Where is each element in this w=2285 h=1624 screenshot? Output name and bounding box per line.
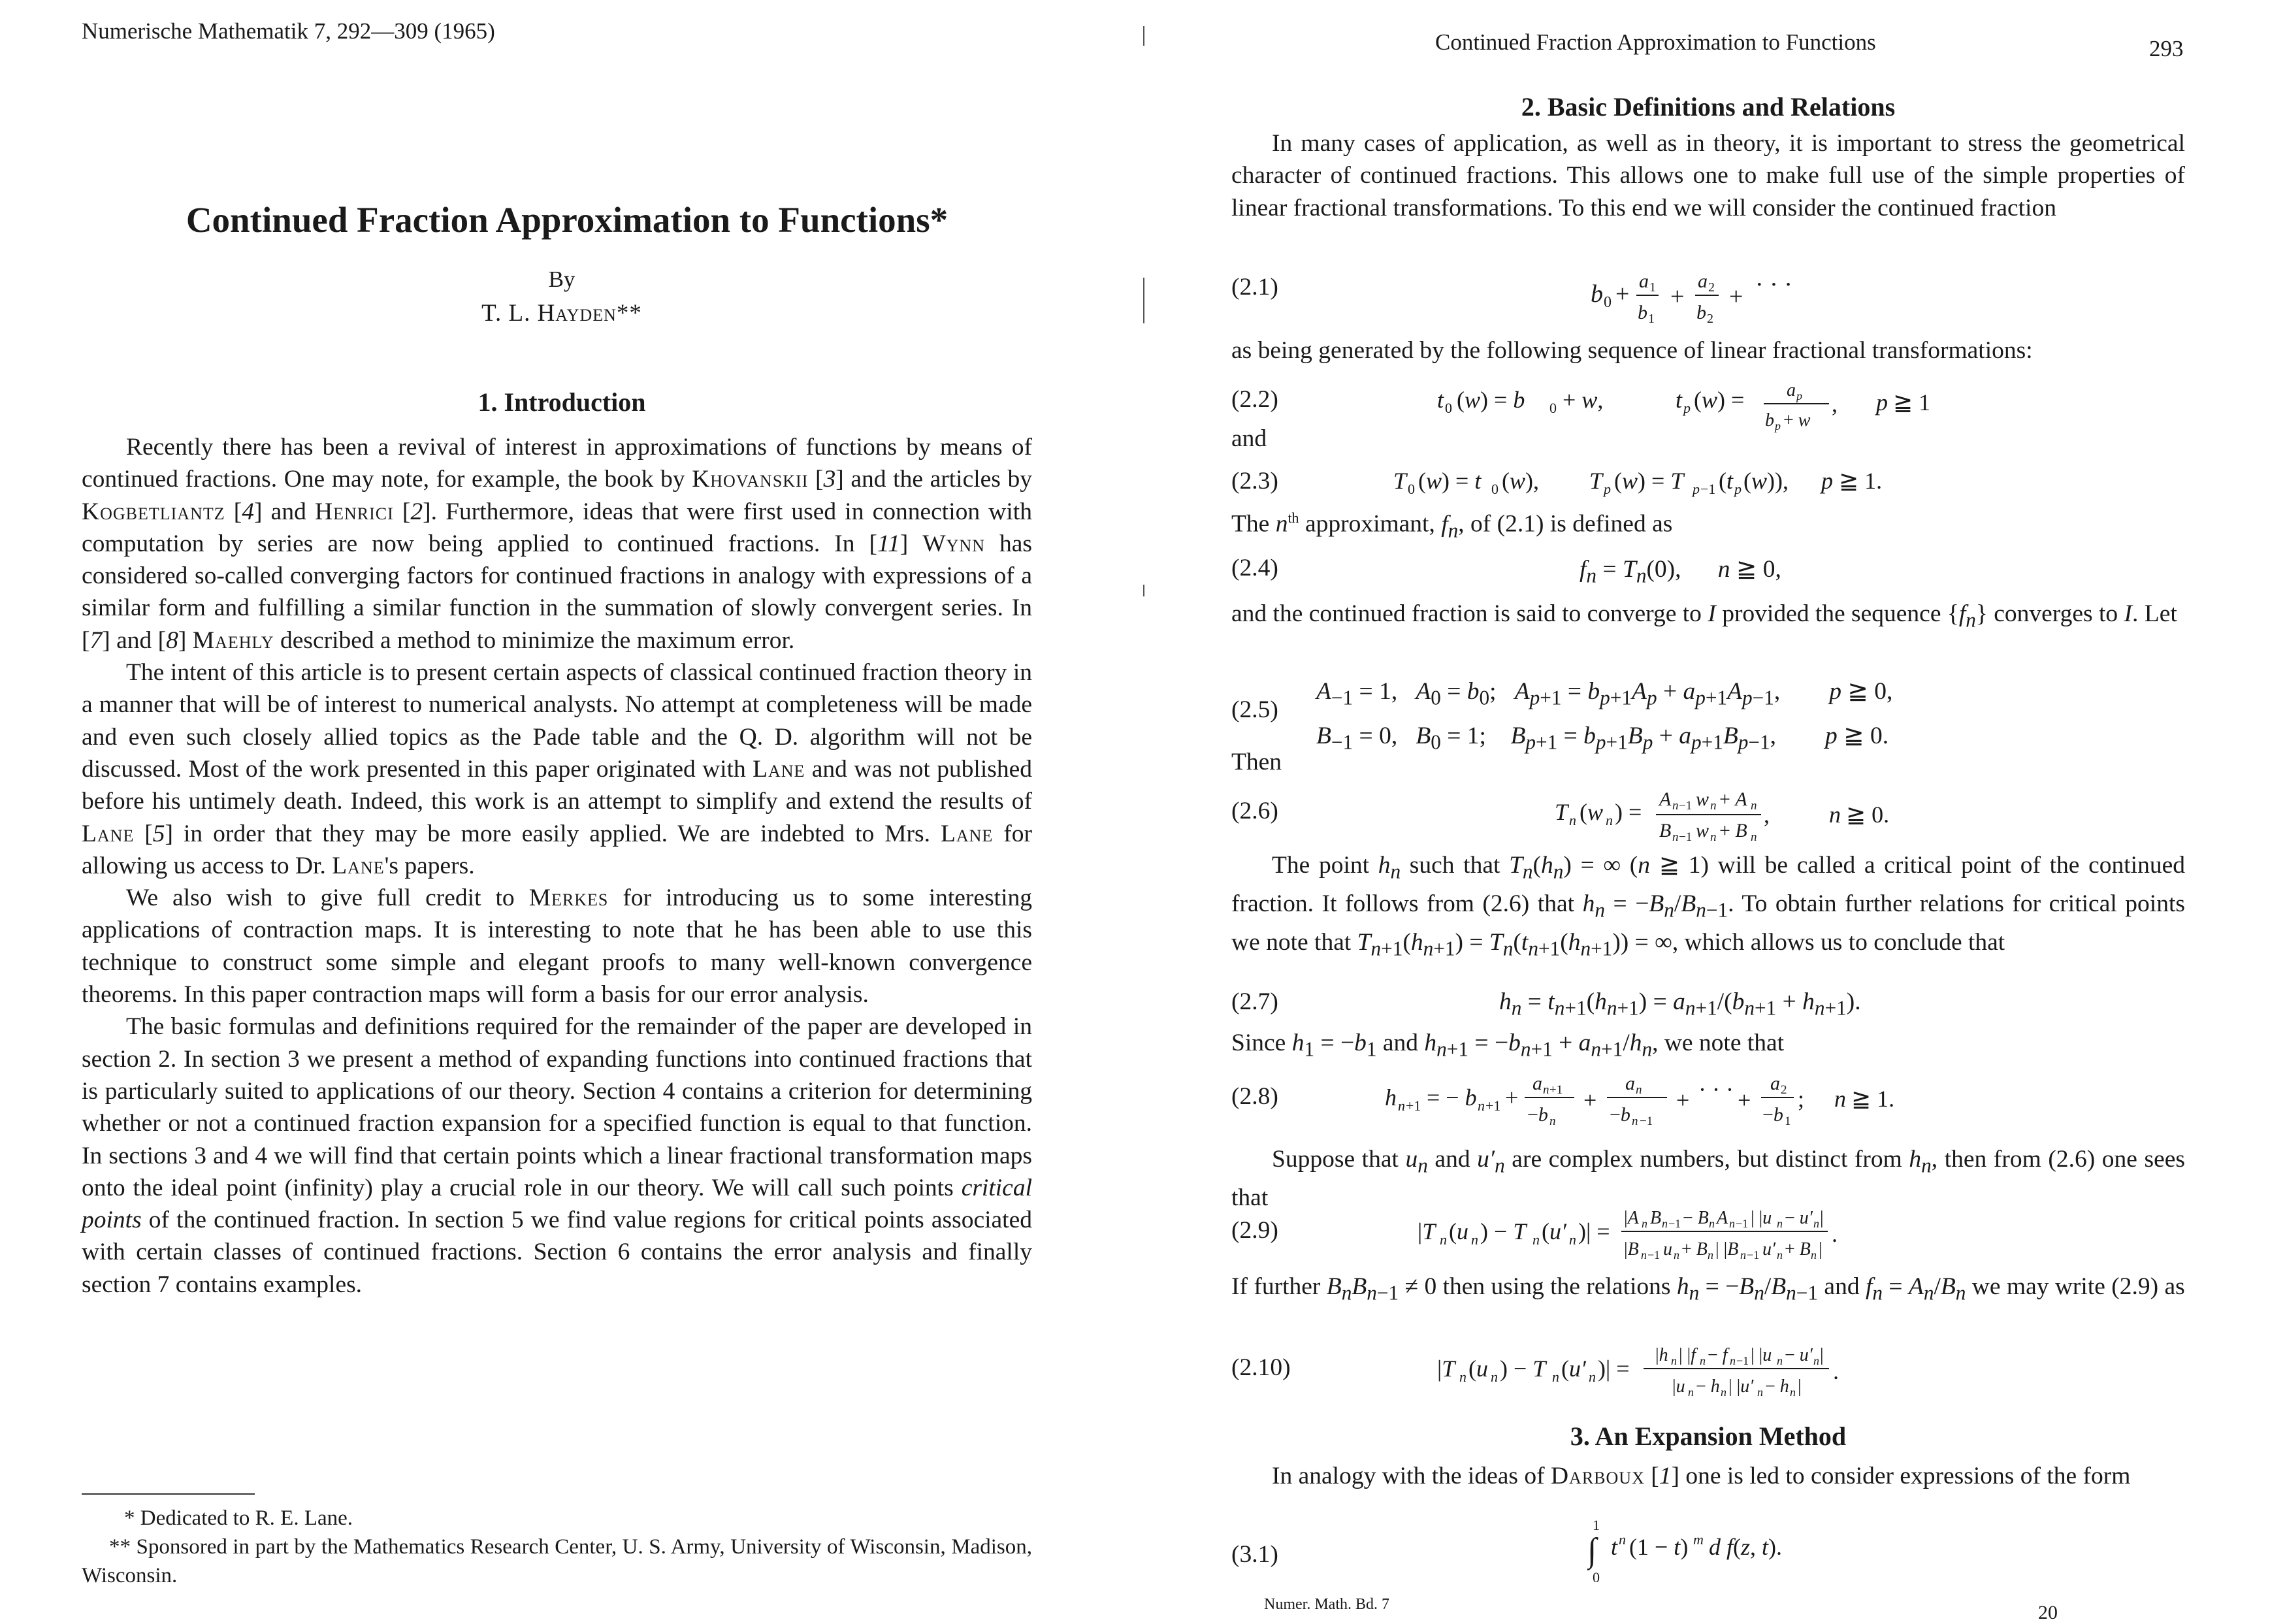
svg-text:+1: +1 — [1549, 1083, 1563, 1097]
svg-text:| |f: | |f — [1679, 1345, 1696, 1365]
svg-text:a: a — [1639, 270, 1649, 292]
equation-2-7: $h_n = t_{n+1}(h_{n+1}) = a_{n+1}/(b_{n+1} + h_{n+1})$. — [1499, 988, 1861, 1020]
svg-text:1: 1 — [1649, 280, 1656, 295]
svg-text:− u′: − u′ — [1785, 1345, 1813, 1365]
svg-text:p: p — [1796, 389, 1802, 402]
right-page — [1176, 0, 2285, 1623]
svg-text:+: + — [1729, 283, 1743, 310]
svg-text:| |u′: | |u′ — [1728, 1376, 1754, 1397]
svg-text:−1: −1 — [1747, 1248, 1760, 1261]
equation-2-10 — [1437, 1336, 1855, 1408]
svg-text:p: p — [1683, 400, 1691, 416]
svg-text:a: a — [1625, 1073, 1635, 1094]
svg-text:n: n — [1642, 1217, 1647, 1230]
svg-text:+: + — [1670, 283, 1685, 310]
svg-text:n: n — [1662, 1217, 1668, 1230]
svg-text:b: b — [1765, 410, 1774, 430]
svg-text:−1: −1 — [1679, 830, 1693, 844]
svg-text:2: 2 — [1781, 1083, 1787, 1097]
svg-text:n: n — [1709, 1217, 1715, 1230]
svg-text:1: 1 — [1785, 1114, 1791, 1128]
svg-text:p: p — [1775, 419, 1781, 432]
svg-text:t: t — [1611, 1534, 1618, 1560]
svg-text:(w) = b: (w) = b — [1457, 387, 1525, 413]
equation-2-5: $A_{-1} = 1$, $A_0 = b_0$; $A_{p+1} = b_{p+1}A_p + a_{p+1}A_{p-1}$, p ≧ 0, $B_{-1} = 0$, $B_0 = 1$; $B_{p+1} = b_{p+1}B_p + a_{p+1}B_{p-1}$, p ≧ 0. — [1316, 678, 1893, 753]
svg-text:|: | — [1819, 1239, 1823, 1259]
svg-text:n: n — [1834, 1086, 1846, 1112]
page-number: 293 — [2149, 36, 2184, 61]
equation-2-8 — [1385, 1065, 1934, 1137]
equation-3-1 — [1587, 1514, 1796, 1593]
equation-number-2-5: (2.5) — [1231, 696, 1278, 723]
svg-text:+ B: + B — [1719, 820, 1747, 841]
svg-text:n: n — [1532, 1231, 1540, 1248]
svg-text:n: n — [1398, 1097, 1405, 1114]
svg-text:0: 0 — [1593, 1569, 1600, 1585]
svg-text:n: n — [1757, 1386, 1763, 1399]
svg-text:n: n — [1569, 1231, 1576, 1248]
svg-text:n: n — [1619, 1531, 1626, 1548]
svg-text:n: n — [1636, 1083, 1642, 1097]
svg-text:+1: +1 — [1406, 1097, 1421, 1114]
by-line: By — [548, 267, 575, 292]
paragraph-critical-point: The point $h_n$ such that $T_n(h_n)$ = ∞ (n ≧ 1) will be called a critical point of the continued fraction. It follows from (2.6) that $h_n = -B_n/B_{n-1}$. To obtain further relations for critical points we note that $T_{n+1}(h_{n+1}) = T_n(t_{n+1}(h_{n+1}))$ = ∞, which allows us to conclude that — [1231, 852, 2185, 960]
svg-text:= − b: = − b — [1427, 1084, 1477, 1111]
svg-text:0: 0 — [1491, 481, 1499, 497]
svg-text:(w) = t: (w) = t — [1418, 468, 1482, 494]
svg-text:| |B: | |B — [1715, 1239, 1739, 1259]
intro-paragraph-4: The basic formulas and definitions required for the remainder of the paper are developed in section 2. In section 3 we present a method of expanding functions into continued fractions that is particularly suited to applications of our theory. Section 4 contains a criterion for determining whether or not a continued fraction expansion for a specified function is equal to that function. In sections 3 and 4 we will find that certain points which a linear fractional transformation maps onto the ideal point (infinity) play a crucial role in our theory. We will call such points critical points of the continued fraction. In section 5 we find value regions for critical points associated with certain classes of continued fractions. Section 6 contains the error analysis and finally section 7 contains examples. — [82, 1013, 1032, 1298]
journal-header: Numerische Mathematik 7, 292—309 (1965) — [82, 18, 495, 44]
svg-text:(w: (w — [1580, 799, 1604, 825]
svg-text:≧ 1.: ≧ 1. — [1851, 1086, 1895, 1112]
svg-text:− u′: − u′ — [1785, 1208, 1813, 1228]
svg-text:(t: (t — [1719, 468, 1734, 494]
svg-text:n: n — [1777, 1217, 1783, 1230]
svg-text:b: b — [1638, 302, 1647, 323]
svg-text:A: A — [1717, 1208, 1728, 1228]
svg-text:−1: −1 — [1647, 1248, 1661, 1261]
svg-text:,: , — [1764, 802, 1770, 828]
svg-text:−1: −1 — [1640, 1114, 1653, 1128]
svg-text:+ A: + A — [1719, 788, 1747, 810]
svg-text:n: n — [1777, 1354, 1783, 1367]
svg-text:+: + — [1583, 1087, 1597, 1113]
svg-text:|B: |B — [1624, 1239, 1639, 1259]
svg-text:,: , — [1832, 391, 1838, 417]
equation-2-3 — [1393, 457, 1981, 510]
paragraph-darboux: In analogy with the ideas of Darboux [1] one is led to consider expressions of the form — [1272, 1463, 2131, 1489]
equation-number-2-7: (2.7) — [1231, 988, 1278, 1015]
intro-paragraph-1: Recently there has been a revival of interest in approximations of functions by means of continued fractions. One may note, for example, the book by Khovanskii [3] and the articles by Kogbetliantz [4] and Henrici [2]. Furthermore, ideas that were first used in connection with computation by series are now being applied to continued fractions. In [11] Wynn has considered so-called converging factors for continued fractions in analogy with expressions of a similar form and fulfilling a similar function in the summation of slowly convergent series. In [7] and [8] Maehly described a method to minimize the maximum error. — [82, 434, 1032, 654]
footnote-divider — [82, 1493, 255, 1495]
svg-text:b: b — [1591, 280, 1603, 308]
svg-text:n: n — [1730, 1354, 1736, 1367]
svg-text:u: u — [1663, 1239, 1672, 1259]
section-heading-basic-definitions: 2. Basic Definitions and Relations — [1521, 92, 1896, 122]
svg-text:n: n — [1606, 812, 1613, 828]
footnote-sponsorship: ** Sponsored in part by the Mathematics Research Center, U. S. Army, University of Wisconsin, Madison, Wisconsin. — [82, 1535, 1032, 1587]
svg-text:0: 0 — [1549, 400, 1557, 416]
svg-text:(w) = T: (w) = T — [1614, 468, 1684, 494]
footer-journal: Numer. Math. Bd. 7 — [1264, 1596, 1389, 1613]
svg-text:+: + — [1505, 1084, 1519, 1111]
intro-paragraph-2: The intent of this article is to present certain aspects of classical continued fraction theory in a manner that will be of interest to numerical analysts. No attempt at completeness will be made and even such closely allied topics as the Pade table and the Q. D. algorithm will not be discussed. Most of the work presented in this paper originated with Lane and was not published before his untimely death. Indeed, this work is an attempt to simplify and extend the results of Lane [5] in order that they may be more easily applied. We are indebted to Mrs. Lane for allowing us access to Dr. Lane's papers. — [82, 659, 1032, 879]
svg-text:∫: ∫ — [1587, 1532, 1597, 1569]
svg-text:n: n — [1740, 1248, 1746, 1261]
svg-text:n: n — [1478, 1097, 1485, 1114]
section-heading-expansion-method: 3. An Expansion Method — [1570, 1421, 1847, 1451]
svg-text:−1: −1 — [1736, 1217, 1749, 1230]
svg-text:−1: −1 — [1700, 481, 1716, 497]
footnote-dedication: * Dedicated to R. E. Lane. — [124, 1506, 353, 1530]
intro-paragraph-3: We also wish to give full credit to Merkes for introducing us to some interesting applications of contraction maps. It is interesting to note that he has been able to use this technique to construct some simple and elegant proofs to many well-known convergence theorems. In this paper contraction maps will form a basis for our error analysis. — [82, 885, 1032, 1009]
svg-text:− h: − h — [1696, 1376, 1720, 1397]
svg-text:|: | — [1798, 1376, 1802, 1397]
svg-text:+: + — [1676, 1087, 1690, 1113]
svg-text:2: 2 — [1707, 312, 1713, 326]
svg-text:+: + — [1615, 280, 1630, 308]
svg-text:−1: −1 — [1679, 799, 1693, 813]
svg-text:− h: − h — [1765, 1376, 1789, 1397]
svg-text:(u: (u — [1468, 1356, 1488, 1382]
svg-text:(u′: (u′ — [1561, 1356, 1586, 1382]
text-then: Then — [1231, 749, 1282, 775]
equation-2-2 — [1437, 374, 1947, 439]
svg-text:)| =: )| = — [1598, 1356, 1630, 1382]
left-page — [0, 0, 1124, 1616]
equation-number-2-8: (2.8) — [1231, 1083, 1278, 1110]
svg-text:n: n — [1674, 1248, 1679, 1261]
svg-text:)| =: )| = — [1578, 1218, 1610, 1244]
svg-text:p: p — [1604, 481, 1611, 497]
svg-text:T: T — [1589, 468, 1603, 494]
svg-text:+ B: + B — [1681, 1239, 1708, 1259]
svg-text:|T: |T — [1437, 1356, 1455, 1382]
equation-number-2-4: (2.4) — [1231, 555, 1278, 581]
svg-text:≧ 0.: ≧ 0. — [1846, 802, 1890, 828]
svg-text:(u: (u — [1449, 1218, 1468, 1244]
svg-text:n: n — [1777, 1248, 1783, 1261]
svg-text:n: n — [1811, 1248, 1817, 1261]
svg-text:n: n — [1688, 1386, 1694, 1399]
svg-text:|h: |h — [1655, 1345, 1668, 1365]
svg-text:|u: |u — [1672, 1376, 1685, 1397]
svg-text:p: p — [1876, 389, 1888, 415]
svg-text:n: n — [1729, 1217, 1735, 1230]
svg-text:n: n — [1708, 1248, 1713, 1261]
svg-text:n: n — [1813, 1354, 1819, 1367]
svg-text:n: n — [1672, 830, 1679, 844]
svg-text:0: 0 — [1408, 481, 1415, 497]
svg-text:−1: −1 — [1668, 1217, 1681, 1230]
svg-text:p: p — [1821, 468, 1833, 494]
svg-text:T: T — [1555, 799, 1568, 825]
paragraph-geometric-character: In many cases of application, as well as in theory, it is important to stress the geometrical character of continued fractions. This allows one to make full use of the simple properties of linear fractional transformations. To this end we will consider the continued fraction — [1231, 130, 2185, 221]
svg-text:(w)),: (w)), — [1743, 468, 1789, 494]
equation-number-2-3: (2.3) — [1231, 468, 1278, 495]
equation-number-2-1: (2.1) — [1231, 274, 1278, 300]
svg-text:p: p — [1734, 481, 1742, 497]
footer-page: 20 — [2038, 1602, 2058, 1623]
svg-text:(u′: (u′ — [1542, 1218, 1566, 1244]
svg-text:u′: u′ — [1762, 1239, 1776, 1259]
svg-text:n: n — [1671, 1354, 1677, 1367]
svg-text:n: n — [1710, 799, 1717, 813]
equation-number-2-9: (2.9) — [1231, 1217, 1278, 1244]
section-heading-introduction: 1. Introduction — [478, 387, 646, 417]
svg-text:+ B: + B — [1785, 1239, 1811, 1259]
svg-text:w: w — [1696, 820, 1710, 841]
svg-text:+1: +1 — [1485, 1097, 1501, 1114]
equation-number-3-1: (3.1) — [1231, 1541, 1278, 1568]
paper-title: Continued Fraction Approximation to Functions* — [186, 200, 948, 240]
svg-text:B: B — [1650, 1208, 1662, 1228]
svg-text:n: n — [1672, 799, 1679, 813]
svg-text:n: n — [1710, 830, 1717, 844]
equation-number-2-10: (2.10) — [1231, 1354, 1291, 1381]
svg-text:A: A — [1659, 788, 1672, 810]
svg-text:a: a — [1698, 270, 1708, 292]
text-and: and — [1231, 425, 1267, 452]
svg-text:−1: −1 — [1736, 1354, 1749, 1367]
svg-text:|: | — [1820, 1208, 1824, 1228]
svg-text:− f: − f — [1708, 1345, 1728, 1365]
svg-text:T: T — [1393, 468, 1407, 494]
svg-text:− B: − B — [1683, 1208, 1709, 1228]
text-converge-definition: and the continued fraction is said to converge to I provided the sequence $\{f_n\}$ converges to I. Let — [1231, 600, 2177, 632]
equation-2-6 — [1555, 781, 1960, 853]
svg-text:t: t — [1676, 387, 1683, 413]
svg-text:n: n — [1751, 799, 1757, 813]
svg-text:| |u: | |u — [1751, 1345, 1772, 1365]
text-generated-by: as being generated by the following sequence of linear fractional transformations: — [1231, 337, 2033, 364]
svg-text:≧ 1.: ≧ 1. — [1839, 468, 1883, 494]
svg-text:1: 1 — [1593, 1517, 1600, 1533]
equation-number-2-2: (2.2) — [1231, 386, 1278, 413]
svg-text:+: + — [1738, 1087, 1751, 1113]
paragraph-suppose: Suppose that $u_n$ and $u'_n$ are complex numbers, but distinct from $h_n$, then from (2.6) one sees that — [1231, 1146, 2185, 1211]
svg-text:|: | — [1820, 1345, 1824, 1365]
text-nth-approximant: The $n^{th}$ approximant, $f_n$, of (2.1) is defined as — [1231, 510, 1673, 542]
svg-text:n: n — [1552, 1369, 1559, 1385]
svg-text:) − T: ) − T — [1480, 1218, 1527, 1244]
svg-text:n: n — [1589, 1369, 1596, 1385]
svg-text:) − T: ) − T — [1500, 1356, 1546, 1382]
svg-text:n: n — [1790, 1386, 1796, 1399]
svg-text:1: 1 — [1648, 312, 1655, 326]
svg-text:|A: |A — [1624, 1208, 1639, 1228]
svg-text:;: ; — [1798, 1086, 1805, 1112]
svg-text:(w) =: (w) = — [1694, 387, 1745, 413]
svg-text:a: a — [1787, 380, 1796, 400]
running-header: Continued Fraction Approximation to Functions — [1435, 29, 1876, 55]
svg-text:n: n — [1440, 1231, 1447, 1248]
svg-text:≧ 1: ≧ 1 — [1893, 389, 1931, 415]
svg-text:−b: −b — [1610, 1104, 1630, 1126]
equation-2-9 — [1418, 1199, 1862, 1271]
svg-text:| |u: | |u — [1751, 1208, 1772, 1228]
text-since: Since $h_1 = -b_1$ and $h_{n+1} = -b_{n+1} + a_{n+1}/h_n$, we note that — [1231, 1030, 1785, 1061]
svg-text:+ w: + w — [1783, 410, 1811, 430]
svg-text:n: n — [1700, 1354, 1706, 1367]
page-gutter — [1143, 0, 1144, 1616]
svg-text:n: n — [1471, 1231, 1478, 1248]
equation-2-1 — [1591, 261, 1826, 333]
svg-text:n: n — [1543, 1083, 1549, 1097]
svg-text:· · ·: · · · — [1698, 1077, 1734, 1103]
svg-text:· · ·: · · · — [1755, 271, 1792, 299]
svg-text:h: h — [1385, 1084, 1397, 1111]
svg-text:n: n — [1569, 812, 1576, 828]
svg-text:a: a — [1532, 1073, 1542, 1094]
svg-text:n: n — [1491, 1369, 1498, 1385]
svg-text:a: a — [1770, 1073, 1780, 1094]
paragraph-if-further: If further $B_nB_{n-1} \ne 0$ then using the relations $h_n = -B_n/B_{n-1}$ and $f_n = A_n/B_n$ we may write (2.9) as — [1231, 1273, 2185, 1305]
svg-text:B: B — [1659, 820, 1672, 841]
svg-text:n: n — [1549, 1114, 1556, 1128]
svg-text:d f(z, t).: d f(z, t). — [1709, 1534, 1783, 1560]
svg-text:n: n — [1632, 1114, 1638, 1128]
svg-text:+ w,: + w, — [1563, 387, 1604, 413]
equation-2-4: $f_n = T_n(0)$, n ≧ 0, — [1580, 556, 1781, 587]
svg-text:n: n — [1641, 1248, 1647, 1261]
svg-text:) =: ) = — [1615, 799, 1642, 825]
svg-text:p: p — [1693, 481, 1700, 497]
svg-text:0: 0 — [1445, 400, 1452, 416]
svg-text:−b: −b — [1762, 1104, 1783, 1126]
svg-text:t: t — [1437, 387, 1444, 413]
svg-text:w: w — [1696, 788, 1710, 810]
svg-text:.: . — [1832, 1221, 1838, 1247]
svg-text:2: 2 — [1708, 280, 1715, 295]
svg-text:|T: |T — [1418, 1218, 1436, 1244]
svg-text:−b: −b — [1527, 1104, 1548, 1126]
svg-text:n: n — [1751, 830, 1757, 844]
introduction-body — [82, 431, 1032, 1301]
svg-text:(w),: (w), — [1502, 468, 1540, 494]
svg-text:n: n — [1721, 1386, 1726, 1399]
author: T. L. Hayden** — [481, 300, 642, 327]
svg-text:(1 − t): (1 − t) — [1629, 1534, 1689, 1560]
svg-text:n: n — [1813, 1217, 1819, 1230]
svg-text:m: m — [1693, 1531, 1704, 1548]
svg-text:0: 0 — [1604, 294, 1612, 311]
equation-number-2-6: (2.6) — [1231, 798, 1278, 824]
svg-text:n: n — [1829, 802, 1841, 828]
svg-text:b: b — [1696, 302, 1706, 323]
svg-text:n: n — [1459, 1369, 1467, 1385]
svg-text:.: . — [1833, 1358, 1839, 1384]
